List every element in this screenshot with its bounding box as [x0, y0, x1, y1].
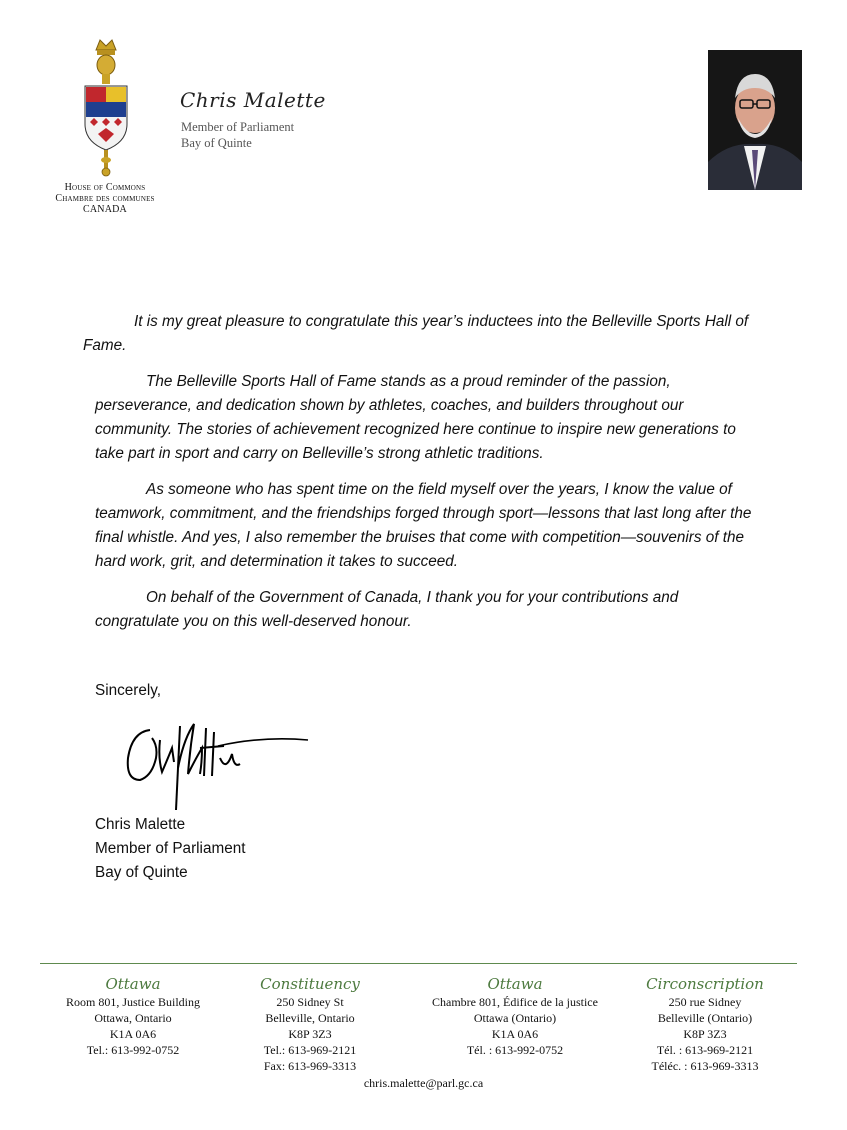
footer-office-line: Ottawa, Ontario — [94, 1011, 172, 1025]
house-of-commons-label — [30, 182, 180, 215]
footer-office-line: Ottawa (Ontario) — [473, 1011, 557, 1025]
footer-office-line: Tél. : 613-969-2121 — [656, 1043, 754, 1057]
footer-office-line: Tel.: 613-969-2121 — [263, 1043, 357, 1057]
footer-office-line: K8P 3Z3 — [288, 1027, 332, 1041]
footer-office-heading: Constituency — [260, 975, 360, 993]
footer-office-line: Room 801, Justice Building — [65, 995, 200, 1009]
footer-office-line: K1A 0A6 — [491, 1027, 539, 1041]
house-line-fr: Chambre des communes — [55, 193, 155, 204]
footer-office-line: Belleville (Ontario) — [657, 1011, 753, 1025]
signer-title: Member of Parliament — [95, 840, 246, 857]
footer-office-line: Fax: 613-969-3313 — [263, 1059, 357, 1073]
signer-name: Chris Malette — [95, 816, 186, 833]
footer-office-line: K1A 0A6 — [109, 1027, 157, 1041]
house-line-en: House of Commons — [64, 182, 146, 193]
footer-office-heading: Ottawa — [105, 975, 161, 993]
footer-divider — [40, 963, 797, 964]
footer-office-line: K8P 3Z3 — [683, 1027, 727, 1041]
footer-office-ottawa-en — [48, 974, 218, 1058]
handwritten-signature — [122, 718, 312, 813]
letterhead-mp-title: Member of Parliament — [181, 120, 295, 134]
footer-email-link[interactable]: chris.malette@parl.gc.ca — [363, 1076, 484, 1090]
letter-paragraph-1: It is my great pleasure to congratulate this year’s inductees into the Belleville Sports Hall of Fame. — [83, 313, 749, 354]
signature-block — [95, 813, 245, 885]
footer-office-constituency-fr — [635, 974, 775, 1074]
letter-paragraph-4: On behalf of the Government of Canada, I thank you for your contributions and congratulate you on this well-deserved honour. — [95, 589, 679, 630]
footer-office-line: Tel.: 613-992-0752 — [86, 1043, 180, 1057]
house-line-country: CANADA — [83, 204, 127, 215]
house-of-commons-crest-icon — [80, 36, 132, 178]
signer-riding: Bay of Quinte — [95, 864, 188, 881]
letter-paragraph-2: The Belleville Sports Hall of Fame stands as a proud reminder of the passion, perseverance, and dedication shown by athletes, coaches, and builders throughout our community. The stories of achievement recognized here continue to inspire new generations to take part in sport and carry on Belleville’s strong athletic traditions. — [95, 373, 736, 462]
footer-office-line: 250 Sidney St — [276, 995, 344, 1009]
footer-office-line: Téléc. : 613-969-3313 — [651, 1059, 759, 1073]
footer-office-line: 250 rue Sidney — [668, 995, 742, 1009]
letter-closing: Sincerely, — [95, 682, 162, 699]
letterhead-mp-name: Chris Malette — [180, 88, 326, 112]
letterhead-riding: Bay of Quinte — [181, 136, 252, 150]
footer-office-line: Tél. : 613-992-0752 — [466, 1043, 564, 1057]
footer-office-ottawa-fr — [410, 974, 620, 1058]
footer-office-heading: Ottawa — [487, 975, 543, 993]
mp-portrait-photo — [708, 50, 802, 190]
letter-paragraph-3: As someone who has spent time on the field myself over the years, I know the value of teamwork, commitment, and the friendships forged through sport—lessons that last long after the final whistle. And yes, I also remember the bruises that come with competition—souvenirs of the hard work, grit, and determination it takes to succeed. — [95, 481, 752, 570]
footer-office-line: Chambre 801, Édifice de la justice — [432, 995, 598, 1009]
letter-body — [83, 310, 755, 646]
footer-office-line: Belleville, Ontario — [265, 1011, 355, 1025]
footer-office-constituency-en — [240, 974, 380, 1074]
letterhead-mp-role — [181, 119, 294, 151]
footer-office-heading: Circonscription — [646, 975, 764, 993]
